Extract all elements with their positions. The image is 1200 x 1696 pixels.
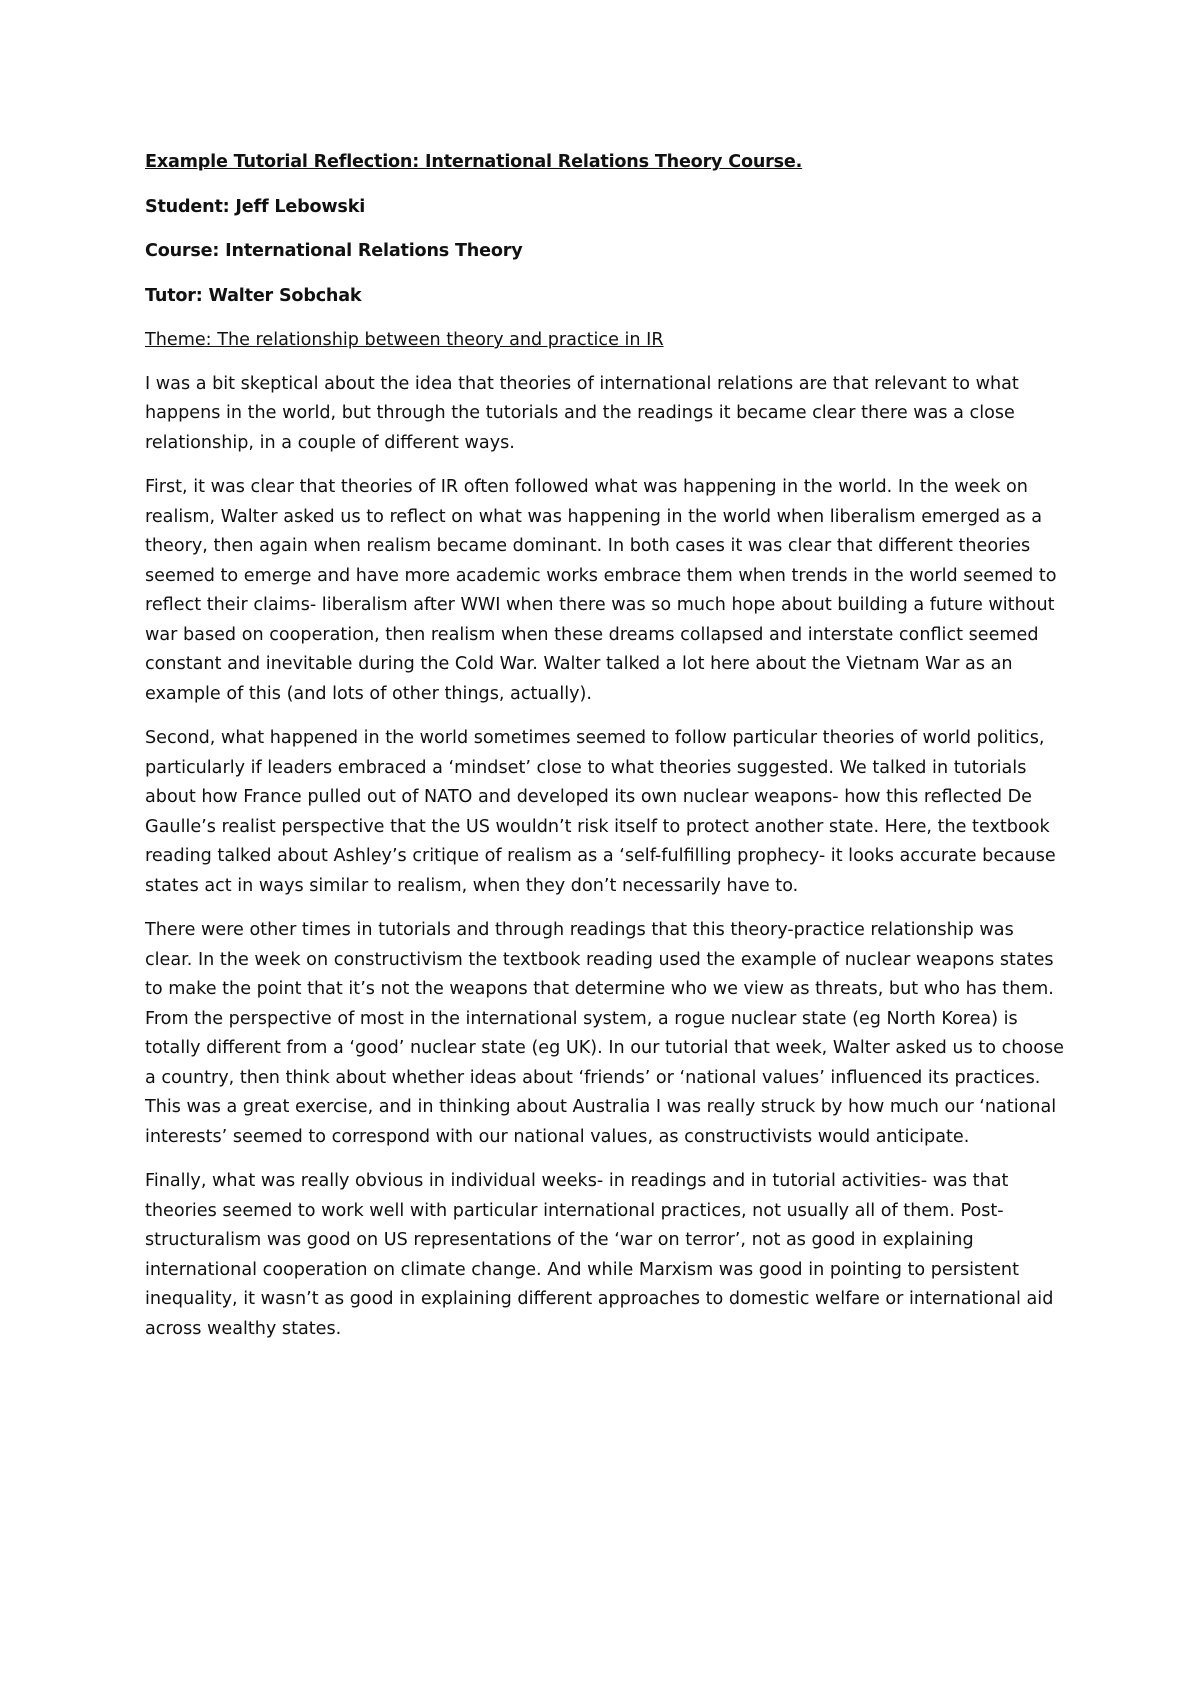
tutor-line: Tutor: Walter Sobchak	[145, 285, 362, 306]
paragraph-intro: I was a bit skeptical about the idea that theories of international relations are that relevant to what happens in the world, but through the tutorials and the readings it became clear there was a close relationship, in a couple of different ways.	[145, 373, 1019, 453]
document-title: Example Tutorial Reflection: International Relations Theory Course.	[145, 152, 803, 172]
student-line: Student: Jeff Lebowski	[145, 196, 366, 217]
course-line: Course: International Relations Theory	[145, 241, 523, 261]
theme-line: Theme: The relationship between theory and practice in IR	[145, 330, 664, 350]
paragraph-first: First, it was clear that theories of IR often followed what was happening in the world. In the week on realism, Walter asked us to reflect on what was happening in the world when liberalism emerged as a theory, then again when realism became dominant. In both cases it was clear that different theories seemed to emerge and have more academic works embrace them when trends in the world seemed to reflect their claims- liberalism after WWI when there was so much hope about building a future without war based on cooperation, then realism when these dreams collapsed and interstate conflict seemed constant and inevitable during the Cold War. Walter talked a lot here about the Vietnam War as an example of this (and lots of other things, actually).	[145, 477, 1057, 704]
paragraph-other-times: There were other times in tutorials and through readings that this theory-practice relationship was clear. In the week on constructivism the textbook reading used the example of nuclear weapons states to make the point that it’s not the weapons that determine who we view as threats, but who has them. From the perspective of most in the international system, a rogue nuclear state (eg North Korea) is totally different from a ‘good’ nuclear state (eg UK). In our tutorial that week, Walter asked us to choose a country, then think about whether ideas about ‘friends’ or ‘national values’ influenced its practices. This was a great exercise, and in thinking about Australia I was really struck by how much our ‘national interests’ seemed to correspond with our national values, as constructivists would anticipate.	[145, 920, 1064, 1147]
paragraph-finally: Finally, what was really obvious in individual weeks- in readings and in tutorial activities- was that theories seemed to work well with particular international practices, not usually all of them. Post-structuralism was good on US representations of the ‘war on terror’, not as good in explaining international cooperation on climate change. And while Marxism was good in pointing to persistent inequality, it wasn’t as good in explaining different approaches to domestic welfare or international aid across wealthy states.	[145, 1171, 1054, 1339]
document-body	[145, 148, 1065, 1359]
paragraph-second: Second, what happened in the world sometimes seemed to follow particular theories of world politics, particularly if leaders embraced a ‘mindset’ close to what theories suggested. We talked in tutorials about how France pulled out of NATO and developed its own nuclear weapons- how this reflected De Gaulle’s realist perspective that the US wouldn’t risk itself to protect another state. Here, the textbook reading talked about Ashley’s critique of realism as a ‘self-fulfilling prophecy- it looks accurate because states act in ways similar to realism, when they don’t necessarily have to.	[145, 728, 1056, 896]
